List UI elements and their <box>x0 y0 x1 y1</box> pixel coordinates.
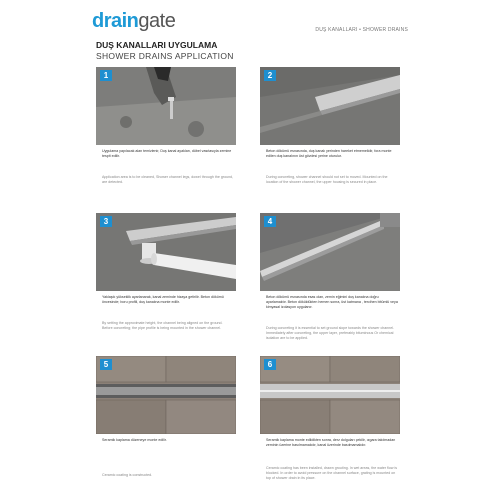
step-4-photo <box>260 213 400 291</box>
step-2-photo <box>260 67 400 145</box>
step-6-text-tr: Seramik kaplama monte edildikten sonra, derz dolguları çekilir, ızgara takılmadan zeminin üzerine basılmamalıdır, kanal üzerinde basılmamalıdır. <box>266 438 396 447</box>
step-2-text-en: During concreting, shower channel should not set to moved. Mounted on the location of the shower channel, the upper housing is secured in place. <box>266 175 388 184</box>
step-2-illustration <box>260 67 400 145</box>
step-5-illustration <box>96 356 236 434</box>
step-2-badge: 2 <box>264 70 276 81</box>
step-4-badge: 4 <box>264 216 276 227</box>
page-title-tr: DUŞ KANALLARI UYGULAMA <box>96 40 218 50</box>
step-3-text-en: By setting the approximate height, the channel being aligned on the ground. Before concreting; the pipe profile is being mounted in the shower channel. <box>102 321 223 330</box>
step-6-text-en: Ceramic coating has been installed, drawn grouting. In wet areas, the water flow is blocked. In order to avoid pressure on the channel surface, grating is mounted on top of shower drain in its place. <box>266 466 398 480</box>
step-3-text-tr: Yaklaşık yükseklik ayarlanarak, kanal zeminde hizaya getirilir. Beton dökümü öncesinde; boru profili, duş kanalına monte edilir. <box>102 295 224 304</box>
step-1-badge: 1 <box>100 70 112 81</box>
step-2-text-tr: Beton dökümü esnasında, duş kanalı yerinden hareket etmemelidir, fora monte edilen duş kanalının üst gövdesi yerine oturulur. <box>266 149 392 158</box>
step-4-text-tr: Beton dökümü esnasında esas olan, zemin eğimini duş kanalına doğru ayarlamaktır. Beton döküldükten hemen sonra, üst katmana , tercihen bitümlü veya kimyasal izolasyon uygulanır. <box>266 295 398 309</box>
step-6-illustration <box>260 356 400 434</box>
step-5-badge: 5 <box>100 359 112 370</box>
step-6-photo <box>260 356 400 434</box>
step-1-text-en: Application area is to be cleaned, Shower channel legs, dowel through the ground, are detected. <box>102 175 234 184</box>
page-title-en: SHOWER DRAINS APPLICATION <box>96 51 234 61</box>
brand-logo: draingate <box>92 10 176 32</box>
header <box>0 0 500 70</box>
step-6-badge: 6 <box>264 359 276 370</box>
step-1-photo <box>96 67 236 145</box>
step-3-illustration <box>96 213 236 291</box>
header-subtitle: DUŞ KANALLARI • SHOWER DRAINS <box>315 27 408 33</box>
step-5-text-en: Ceramic coating is constructed. <box>102 473 153 477</box>
step-4-text-en: During concreting it is essential to set ground slope towards the shower channel. Immediately after concreting, the upper layer, preferably bituminous Or chemical isolation are to be applied. <box>266 326 395 340</box>
step-4-illustration <box>260 213 400 291</box>
step-3-badge: 3 <box>100 216 112 227</box>
step-1-text-tr: Uygulama yapılacak alan temizlenir, Duş kanal ayakları, dübel vasıtasıyla zemine tespit edilir. <box>102 149 232 158</box>
step-5-text-tr: Seramik kaplama düzeneye monte edilir. <box>102 438 167 442</box>
step-1-illustration <box>96 67 236 145</box>
step-3-photo <box>96 213 236 291</box>
step-5-photo <box>96 356 236 434</box>
